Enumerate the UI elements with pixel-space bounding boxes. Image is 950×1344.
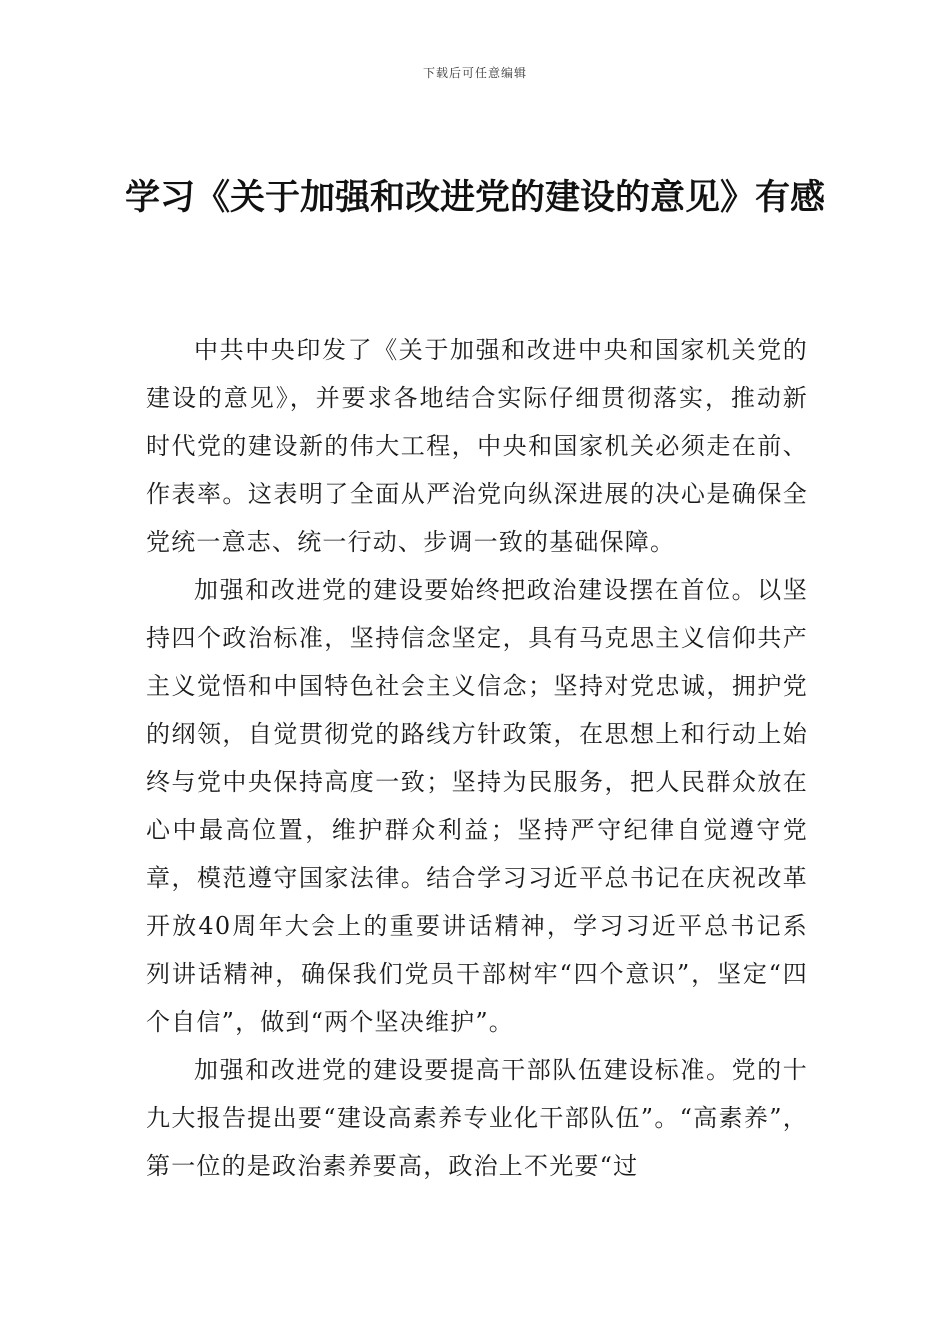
paragraph: 中共中央印发了《关于加强和改进中央和国家机关党的建设的意见》，并要求各地结合实际仔细贯彻落实，推动新时代党的建设新的伟大工程，中央和国家机关必须走在前、作表率。这表明了全面从严治党向纵深进展的决心是确保全党统一意志、统一行动、步调一致的基础保障。 [146, 336, 808, 556]
paragraph: 加强和改进党的建设要提高干部队伍建设标准。党的十九大报告提出要“建设高素养专业化干部队伍”。“高素养”，第一位的是政治素养要高，政治上不光要“过 [146, 1056, 808, 1180]
paragraph: 加强和改进党的建设要始终把政治建设摆在首位。以坚持四个政治标准，坚持信念坚定，具有马克思主义信仰共产主义觉悟和中国特色社会主义信念；坚持对党忠诚，拥护党的纲领，自觉贯彻党的路线方针政策，在思想上和行动上始终与党中央保持高度一致；坚持为民服务，把人民群众放在心中最高位置，维护群众利益；坚持严守纪律自觉遵守党章，模范遵守国家法律。结合学习习近平总书记在庆祝改革开放40周年大会上的重要讲话精神，学习习近平总书记系列讲话精神，确保我们党员干部树牢“四个意识”，坚定“四个自信”，做到“两个坚决维护”。 [146, 576, 808, 1036]
document-title: 学习《关于加强和改进党的建设的意见》有感 [124, 178, 825, 218]
header-note: 下载后可任意编辑 [422, 66, 527, 80]
document-body [146, 326, 808, 1190]
